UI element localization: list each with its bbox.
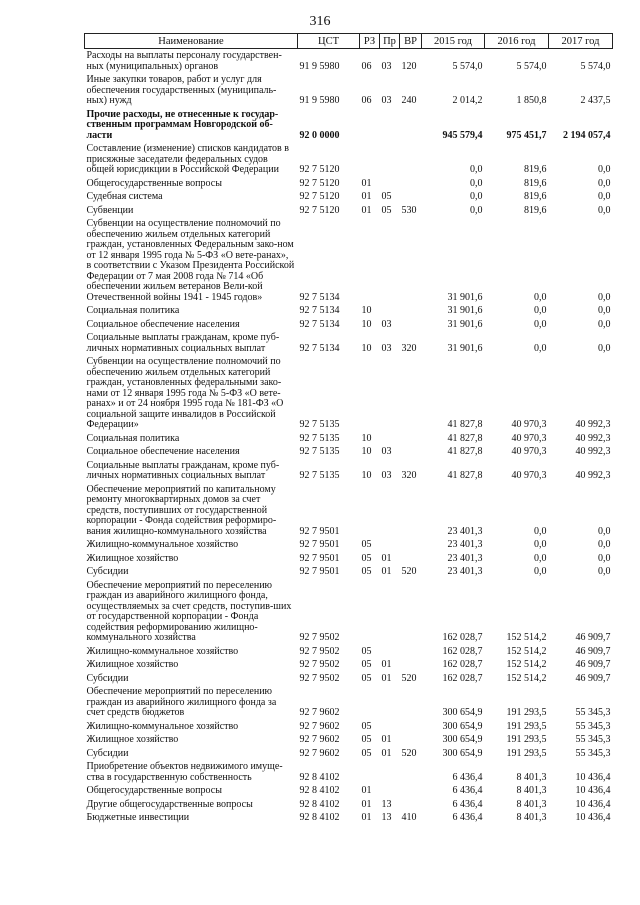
row-vr <box>400 355 422 432</box>
table-row <box>85 318 613 332</box>
row-value-2016: 191 293,5 <box>506 747 547 759</box>
row-rz <box>360 579 380 645</box>
row-value-2015: 6 436,4 <box>452 785 483 796</box>
row-rz: 05 <box>361 659 372 670</box>
row-cst: 92 7 5120 <box>299 191 340 202</box>
row-cst: 92 7 5135 <box>299 419 340 430</box>
row-pr: 03 <box>381 342 392 354</box>
row-value-2015: 31 901,6 <box>447 342 483 354</box>
row-pr <box>380 784 400 798</box>
row-rz: 10 <box>361 432 372 444</box>
row-value-2017: 10 436,4 <box>575 771 611 783</box>
table-row <box>85 645 613 659</box>
row-value-2016: 0,0 <box>534 566 547 577</box>
row-value-2016: 191 293,5 <box>506 720 547 732</box>
row-name: Жилищное хозяйство <box>86 734 179 745</box>
row-value-2017: 55 345,3 <box>575 734 611 745</box>
row-value-2015: 6 436,4 <box>452 798 483 810</box>
row-cst: 92 7 9501 <box>299 525 340 537</box>
row-name: Обеспечение мероприятий по капитальному ремонту многоквартирных домов за счет средств, поступивших от государственной корпорации - Фонда содействия реформиро-вания жилищно-коммунального хозяйства <box>86 483 277 537</box>
row-rz: 06 <box>361 95 372 106</box>
row-pr: 03 <box>381 318 392 330</box>
row-pr <box>380 579 400 645</box>
row-vr <box>400 720 422 734</box>
row-name: Субсидии <box>86 566 129 577</box>
row-value-2015: 0,0 <box>470 204 483 216</box>
row-value-2015: 41 827,8 <box>447 419 483 430</box>
row-pr: 01 <box>381 566 392 577</box>
row-value-2015: 945 579,4 <box>442 129 483 141</box>
row-vr <box>400 733 422 747</box>
row-pr <box>380 645 400 659</box>
row-name: Социальное обеспечение населения <box>86 446 240 457</box>
row-pr <box>380 177 400 191</box>
row-value-2015: 162 028,7 <box>442 659 483 670</box>
row-value-2016: 40 970,3 <box>511 419 547 430</box>
table-row <box>85 538 613 552</box>
row-name: Субсидии <box>86 747 129 759</box>
row-name: Социальная политика <box>86 305 180 316</box>
row-name: Бюджетные инвестиции <box>86 812 190 823</box>
row-pr: 03 <box>381 60 392 72</box>
header-name: Наименование <box>85 34 298 49</box>
budget-table <box>84 33 613 825</box>
row-pr: 13 <box>381 812 392 823</box>
row-value-2015: 23 401,3 <box>447 552 483 564</box>
table-row <box>85 747 613 761</box>
row-name: Социальное обеспечение населения <box>86 318 240 330</box>
row-name: Приобретение объектов недвижимого имуще-ства в государственную собственность <box>86 761 283 783</box>
row-value-2017: 0,0 <box>598 566 611 577</box>
row-vr <box>400 445 422 459</box>
row-value-2016: 0,0 <box>534 291 547 303</box>
row-value-2015: 162 028,7 <box>442 632 483 643</box>
row-value-2016: 819,6 <box>524 177 547 189</box>
row-pr: 13 <box>381 798 392 810</box>
row-cst: 92 7 9602 <box>299 747 340 759</box>
row-name: Жилищно-коммунальное хозяйство <box>86 720 239 732</box>
row-vr: 410 <box>401 812 417 823</box>
row-cst: 91 9 5980 <box>299 95 340 106</box>
row-pr <box>380 304 400 318</box>
row-rz <box>360 217 380 304</box>
table-row <box>85 552 613 566</box>
row-cst: 92 8 4102 <box>299 785 340 796</box>
row-pr: 01 <box>381 672 392 684</box>
row-name: Иные закупки товаров, работ и услуг для обеспечения государственных (муниципаль-ных) нужд <box>86 74 277 106</box>
table-row <box>85 733 613 747</box>
row-cst: 92 0 0000 <box>299 129 340 141</box>
row-value-2016: 152 514,2 <box>506 659 547 670</box>
row-value-2017: 0,0 <box>598 318 611 330</box>
row-value-2017: 0,0 <box>598 204 611 216</box>
header-rz: РЗ <box>360 34 380 49</box>
row-rz: 05 <box>361 645 372 657</box>
row-value-2016: 0,0 <box>534 539 547 550</box>
row-name: Прочие расходы, не отнесенные к государ-ственным программам Новгородской об-ласти <box>86 108 279 141</box>
row-value-2016: 152 514,2 <box>506 632 547 643</box>
row-value-2017: 10 436,4 <box>575 812 611 823</box>
row-rz: 05 <box>361 566 372 577</box>
row-cst: 92 7 9602 <box>299 734 340 745</box>
table-row <box>85 445 613 459</box>
row-rz <box>360 355 380 432</box>
row-value-2016: 0,0 <box>534 305 547 316</box>
table-row <box>85 579 613 645</box>
row-value-2015: 300 654,9 <box>442 734 483 745</box>
row-pr: 03 <box>381 470 392 481</box>
row-value-2015: 31 901,6 <box>447 318 483 330</box>
row-name: Общегосударственные вопросы <box>86 785 222 796</box>
row-rz <box>360 108 380 143</box>
row-name: Жилищно-коммунальное хозяйство <box>86 539 239 550</box>
row-rz: 10 <box>361 342 372 354</box>
row-rz <box>360 142 380 177</box>
row-rz: 01 <box>361 191 372 202</box>
row-cst: 92 8 4102 <box>299 812 340 823</box>
row-cst: 91 9 5980 <box>299 60 340 72</box>
row-cst: 92 7 9501 <box>299 539 340 550</box>
row-value-2015: 6 436,4 <box>452 812 483 823</box>
table-row <box>85 760 613 784</box>
row-value-2016: 975 451,7 <box>506 129 547 141</box>
row-name: Общегосударственные вопросы <box>86 177 222 189</box>
row-name: Субвенции на осуществление полномочий по обеспечению жильем отдельных категорий граждан, установленных федеральными зако-нами от 12 января 1995 года № 5-ФЗ «О вете-ранах» и от 24 ноября 1995 года № 181-ФЗ «О социальной защите инвалидов в Российской Федерации» <box>86 356 284 430</box>
row-vr <box>400 798 422 812</box>
table-body <box>85 49 613 825</box>
row-value-2017: 40 992,3 <box>575 446 611 457</box>
row-cst: 92 7 5135 <box>299 432 340 444</box>
row-value-2016: 191 293,5 <box>506 734 547 745</box>
row-value-2016: 5 574,0 <box>516 60 547 72</box>
row-cst: 92 7 5134 <box>299 342 340 354</box>
row-value-2017: 46 909,7 <box>575 659 611 670</box>
row-rz: 10 <box>361 470 372 481</box>
row-pr: 01 <box>381 552 392 564</box>
row-value-2016: 0,0 <box>534 552 547 564</box>
row-pr: 01 <box>381 734 392 745</box>
row-cst: 92 7 9502 <box>299 645 340 657</box>
row-vr: 320 <box>401 342 417 354</box>
row-value-2015: 300 654,9 <box>442 720 483 732</box>
row-value-2017: 46 909,7 <box>575 632 611 643</box>
row-value-2017: 40 992,3 <box>575 432 611 444</box>
row-value-2017: 0,0 <box>598 291 611 303</box>
row-vr: 520 <box>401 672 417 684</box>
table-row <box>85 142 613 177</box>
row-value-2016: 819,6 <box>524 164 547 175</box>
row-pr: 01 <box>381 747 392 759</box>
row-vr <box>400 318 422 332</box>
table-row <box>85 811 613 825</box>
row-rz: 05 <box>361 734 372 745</box>
table-row <box>85 685 613 720</box>
row-name: Другие общегосударственные вопросы <box>86 798 253 810</box>
row-name: Субсидии <box>86 672 129 684</box>
row-value-2015: 23 401,3 <box>447 566 483 577</box>
row-pr: 05 <box>381 204 392 216</box>
row-value-2017: 10 436,4 <box>575 798 611 810</box>
row-cst: 92 7 9502 <box>299 632 340 643</box>
row-value-2015: 300 654,9 <box>442 747 483 759</box>
row-value-2017: 2 194 057,4 <box>563 129 611 141</box>
row-pr: 01 <box>381 659 392 670</box>
table-row <box>85 73 613 108</box>
row-value-2016: 8 401,3 <box>516 812 547 823</box>
row-value-2017: 0,0 <box>598 525 611 537</box>
row-value-2017: 0,0 <box>598 552 611 564</box>
row-value-2017: 40 992,3 <box>575 470 611 481</box>
row-value-2016: 8 401,3 <box>516 785 547 796</box>
table-row <box>85 177 613 191</box>
row-value-2017: 46 909,7 <box>575 645 611 657</box>
table-row <box>85 331 613 355</box>
row-name: Жилищно-коммунальное хозяйство <box>86 645 239 657</box>
row-value-2016: 40 970,3 <box>511 470 547 481</box>
row-value-2017: 40 992,3 <box>575 419 611 430</box>
row-name: Субвенции <box>86 204 134 216</box>
table-row <box>85 49 613 74</box>
row-vr: 120 <box>401 60 417 72</box>
row-cst: 92 7 5135 <box>299 470 340 481</box>
row-vr <box>400 579 422 645</box>
row-vr <box>400 177 422 191</box>
row-vr: 520 <box>401 566 417 577</box>
header-2017: 2017 год <box>549 34 613 49</box>
row-rz: 10 <box>361 318 372 330</box>
row-pr: 05 <box>381 191 392 202</box>
row-pr <box>380 217 400 304</box>
row-rz <box>360 685 380 720</box>
row-vr <box>400 538 422 552</box>
row-rz <box>360 483 380 539</box>
row-vr <box>400 190 422 204</box>
table-row <box>85 190 613 204</box>
row-vr <box>400 658 422 672</box>
row-value-2016: 40 970,3 <box>511 446 547 457</box>
row-pr: 03 <box>381 95 392 106</box>
row-vr <box>400 304 422 318</box>
row-vr <box>400 685 422 720</box>
row-value-2017: 55 345,3 <box>575 720 611 732</box>
row-value-2015: 31 901,6 <box>447 291 483 303</box>
row-cst: 92 8 4102 <box>299 798 340 810</box>
row-value-2015: 6 436,4 <box>452 771 483 783</box>
row-value-2015: 23 401,3 <box>447 539 483 550</box>
row-value-2015: 23 401,3 <box>447 525 483 537</box>
row-value-2017: 0,0 <box>598 342 611 354</box>
row-value-2017: 0,0 <box>598 305 611 316</box>
row-cst: 92 7 5134 <box>299 291 340 303</box>
row-rz: 05 <box>361 539 372 550</box>
row-vr: 240 <box>401 95 417 106</box>
row-value-2016: 152 514,2 <box>506 672 547 684</box>
row-pr <box>380 685 400 720</box>
table-row <box>85 798 613 812</box>
table-row <box>85 355 613 432</box>
row-pr <box>380 355 400 432</box>
header-pr: Пр <box>380 34 400 49</box>
row-rz: 01 <box>361 812 372 823</box>
row-value-2017: 10 436,4 <box>575 785 611 796</box>
row-pr <box>380 538 400 552</box>
row-cst: 92 7 9602 <box>299 707 340 718</box>
row-value-2016: 819,6 <box>524 191 547 202</box>
row-pr <box>380 483 400 539</box>
row-vr <box>400 142 422 177</box>
row-pr <box>380 142 400 177</box>
row-name: Социальные выплаты гражданам, кроме пуб-личных нормативных социальных выплат <box>86 459 280 481</box>
row-rz: 01 <box>361 785 372 796</box>
row-vr <box>400 432 422 446</box>
row-rz: 06 <box>361 60 372 72</box>
row-cst: 92 7 9602 <box>299 720 340 732</box>
row-cst: 92 7 9502 <box>299 659 340 670</box>
row-rz: 05 <box>361 720 372 732</box>
row-value-2017: 0,0 <box>598 539 611 550</box>
row-rz: 10 <box>361 446 372 457</box>
row-vr <box>400 784 422 798</box>
table-row <box>85 432 613 446</box>
row-cst: 92 7 9502 <box>299 672 340 684</box>
row-value-2017: 0,0 <box>598 177 611 189</box>
row-vr <box>400 217 422 304</box>
page-number: 316 <box>309 14 331 29</box>
row-value-2016: 819,6 <box>524 204 547 216</box>
row-vr <box>400 108 422 143</box>
table-row <box>85 784 613 798</box>
row-name: Субвенции на осуществление полномочий по обеспечению жильем отдельных категорий граждан, установленных Федеральным зако-ном от 12 января 1995 года № 5-ФЗ «О вете-ранах», в соответствии с Указом Президента Российской Федерации от 7 мая 2008 года № 714 «Об обеспечении жильем ветеранов Вели-кой Отечественной войны 1941 - 1945 годов» <box>86 218 295 303</box>
table-row <box>85 658 613 672</box>
table-row <box>85 483 613 539</box>
row-cst: 92 7 5120 <box>299 164 340 175</box>
row-value-2017: 5 574,0 <box>580 60 611 72</box>
row-vr <box>400 483 422 539</box>
table-header-row <box>85 34 613 49</box>
header-vr: ВР <box>400 34 422 49</box>
row-value-2016: 40 970,3 <box>511 432 547 444</box>
row-cst: 92 7 5134 <box>299 305 340 316</box>
row-value-2017: 0,0 <box>598 164 611 175</box>
row-value-2015: 41 827,8 <box>447 470 483 481</box>
row-value-2015: 41 827,8 <box>447 446 483 457</box>
row-rz: 01 <box>361 177 372 189</box>
row-pr: 03 <box>381 446 392 457</box>
row-pr <box>380 108 400 143</box>
row-value-2015: 0,0 <box>470 177 483 189</box>
row-value-2016: 0,0 <box>534 318 547 330</box>
table-row <box>85 459 613 483</box>
row-name: Социальная политика <box>86 432 180 444</box>
row-value-2017: 0,0 <box>598 191 611 202</box>
row-cst: 92 7 9501 <box>299 566 340 577</box>
row-pr <box>380 720 400 734</box>
row-value-2016: 0,0 <box>534 525 547 537</box>
header-2016: 2016 год <box>485 34 549 49</box>
row-cst: 92 7 5120 <box>299 177 340 189</box>
table-row <box>85 204 613 218</box>
row-name: Жилищное хозяйство <box>86 552 179 564</box>
row-pr <box>380 760 400 784</box>
row-name: Жилищное хозяйство <box>86 659 179 670</box>
row-cst: 92 8 4102 <box>299 771 340 783</box>
row-value-2017: 55 345,3 <box>575 707 611 718</box>
row-value-2016: 0,0 <box>534 342 547 354</box>
row-value-2016: 8 401,3 <box>516 798 547 810</box>
row-value-2015: 162 028,7 <box>442 672 483 684</box>
row-value-2017: 46 909,7 <box>575 672 611 684</box>
row-value-2016: 8 401,3 <box>516 771 547 783</box>
row-name: Составление (изменение) списков кандидатов в присяжные заседатели федеральных судов общей юрисдикции в Российской Федерации <box>86 143 290 175</box>
row-value-2015: 2 014,2 <box>452 95 483 106</box>
row-value-2015: 300 654,9 <box>442 707 483 718</box>
row-value-2015: 41 827,8 <box>447 432 483 444</box>
row-value-2015: 162 028,7 <box>442 645 483 657</box>
row-vr <box>400 645 422 659</box>
table-row <box>85 720 613 734</box>
row-name: Судебная система <box>86 191 163 202</box>
row-vr <box>400 760 422 784</box>
table-row <box>85 217 613 304</box>
row-value-2017: 2 437,5 <box>580 95 611 106</box>
row-cst: 92 7 5135 <box>299 446 340 457</box>
row-rz: 05 <box>361 672 372 684</box>
row-cst: 92 7 5134 <box>299 318 340 330</box>
row-value-2015: 31 901,6 <box>447 305 483 316</box>
row-vr: 320 <box>401 470 417 481</box>
table-row <box>85 108 613 143</box>
row-name: Социальные выплаты гражданам, кроме пуб-личных нормативных социальных выплат <box>86 332 280 354</box>
row-rz: 01 <box>361 204 372 216</box>
row-value-2017: 55 345,3 <box>575 747 611 759</box>
row-vr: 520 <box>401 747 417 759</box>
row-rz: 05 <box>361 552 372 564</box>
header-cst: ЦСТ <box>298 34 360 49</box>
row-value-2016: 152 514,2 <box>506 645 547 657</box>
row-value-2015: 0,0 <box>470 191 483 202</box>
table-row <box>85 304 613 318</box>
row-rz <box>360 760 380 784</box>
table-row <box>85 565 613 579</box>
row-name: Обеспечение мероприятий по переселению граждан из аварийного жилищного фонда за счет средств бюджетов <box>86 686 277 718</box>
row-rz: 10 <box>361 305 372 316</box>
row-cst: 92 7 9501 <box>299 552 340 564</box>
row-vr: 530 <box>401 204 417 216</box>
row-cst: 92 7 5120 <box>299 204 340 216</box>
row-name: Обеспечение мероприятий по переселению граждан из аварийного жилищного фонда, осуществляемых за счет средств, поступив-ших от государственной корпорации - Фонда содействия реформированию жилищно-коммунального хозяйства <box>86 579 292 643</box>
row-value-2016: 191 293,5 <box>506 707 547 718</box>
row-value-2016: 1 850,8 <box>516 95 547 106</box>
header-2015: 2015 год <box>422 34 485 49</box>
row-value-2015: 0,0 <box>470 164 483 175</box>
table-row <box>85 672 613 686</box>
row-rz: 05 <box>361 747 372 759</box>
row-name: Расходы на выплаты персоналу государствен-ных (муниципальных) органов <box>86 50 282 72</box>
row-value-2015: 5 574,0 <box>452 60 483 72</box>
row-pr <box>380 432 400 446</box>
row-rz: 01 <box>361 798 372 810</box>
row-vr <box>400 552 422 566</box>
